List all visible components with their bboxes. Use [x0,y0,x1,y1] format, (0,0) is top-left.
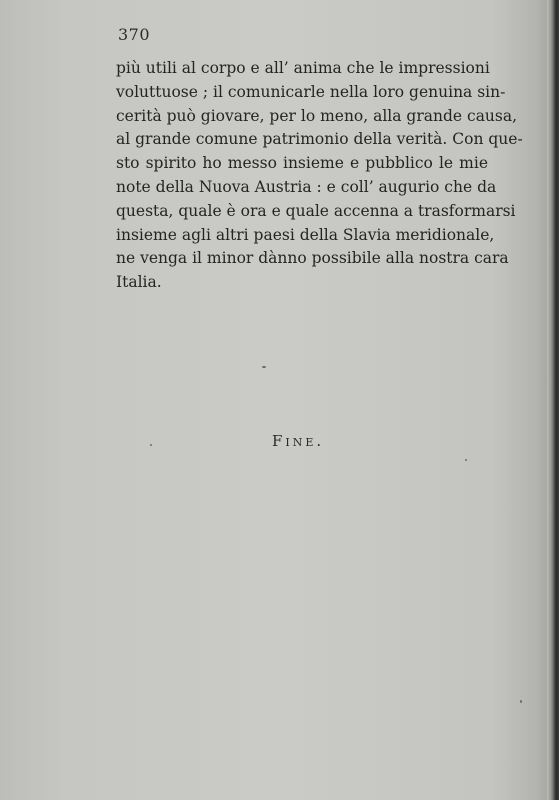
text-line: ne venga il minor dànno possibile alla nostra cara [116,249,509,268]
text-line: voluttuose ; il comunicarle nella loro genuina sin- [116,82,506,101]
closing-word-text: Fine. [272,432,325,450]
page-edge-shadow [547,0,559,800]
text-line: sto spirito ho messo insieme e pubblico le mie [116,154,488,173]
text-line: al grande comune patrimonio della verità. Con que- [116,130,523,149]
page-number: 370 [118,25,151,44]
text-line: note della Nuova Austria : e coll’ augurio che da [116,177,497,196]
closing-word [272,432,324,450]
text-line: questa, quale è ora e quale accenna a trasformarsi [116,201,516,220]
paper-speck [150,444,152,446]
text-line: Italia. [116,273,162,292]
paper-speck [262,366,266,368]
text-line: insieme agli altri paesi della Slavia meridionale, [116,225,495,244]
text-line: cerità può giovare, per lo meno, alla grande causa, [116,106,518,125]
text-line: più utili al corpo e all’ anima che le impressioni [116,59,490,77]
body-text [116,57,523,295]
paper-speck [465,459,467,461]
paper-speck [520,700,522,703]
